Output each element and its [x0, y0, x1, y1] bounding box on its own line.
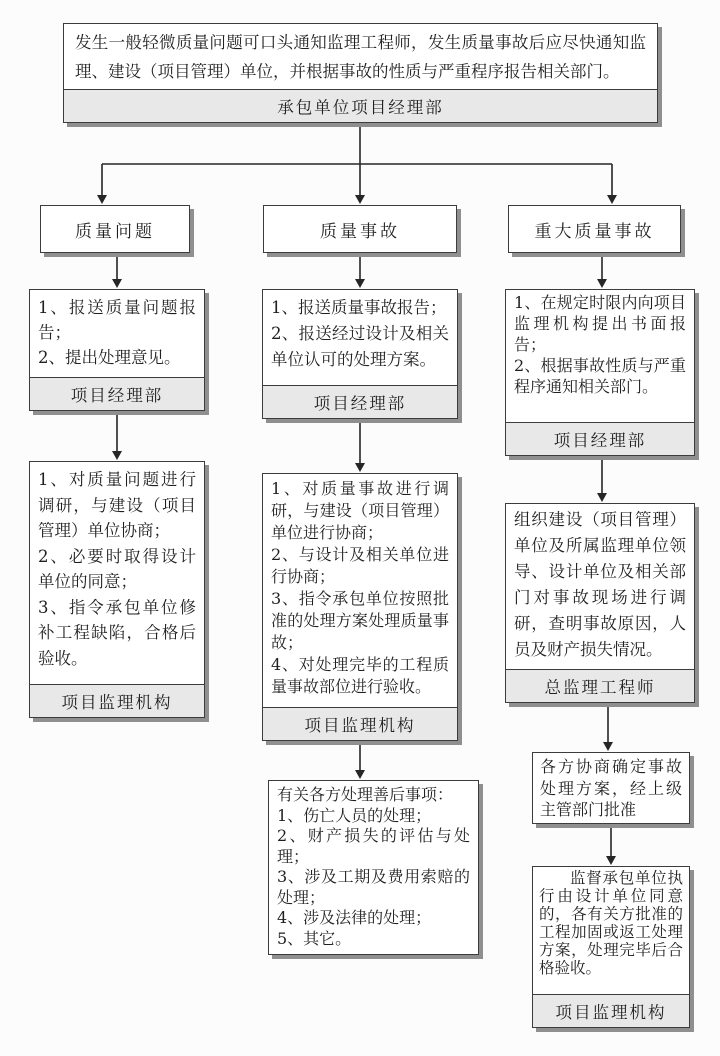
step-text-line: 3、指令承包单位修补工程缺陷，合格后验收。: [38, 597, 196, 668]
arrow-down-icon: [607, 195, 617, 204]
qa-step2-box: [262, 473, 458, 741]
step-text: 各方协商确定事故处理方案，经上级主管部门批准: [540, 757, 682, 819]
source-event-box: [63, 23, 658, 123]
qp-step1-box: [29, 289, 205, 411]
step-owner-footer: 项目监理机构: [30, 684, 204, 717]
branch-header-major-quality-accident: [508, 205, 681, 253]
step-text-line: 1、报送质量事故报告；: [271, 298, 447, 317]
step-text: [263, 290, 457, 385]
mqa-step3-box: [532, 752, 690, 824]
mqa-step4-box: [532, 866, 690, 1028]
mqa-step1-box: [505, 289, 695, 456]
step-text-line: 4、涉及法律的处理；: [277, 908, 432, 927]
branch-header-label: 质量事故: [320, 221, 400, 242]
step-text-line: 3、涉及工期及费用索赔的处理；: [277, 867, 470, 907]
arrow-down-icon: [355, 195, 365, 204]
arrow-down-icon: [606, 856, 616, 865]
step-text-line: 5、其它。: [277, 928, 352, 948]
step-text-line: 4、对处理完毕的工程质量事故部位进行验收。: [271, 655, 449, 696]
arrow-down-icon: [597, 493, 607, 502]
step-text-line: 3、指令承包单位按照批准的处理方案处理质量事故；: [271, 589, 449, 652]
step-text-line: 2、提出处理意见。: [38, 348, 181, 367]
step-text: [30, 290, 204, 377]
step-text-line: 1、对质量问题进行调研，与建设（项目管理）单位协商；: [38, 470, 196, 540]
step-owner-footer: 项目监理机构: [263, 707, 457, 740]
contractor-pm-dept-label: 承包单位项目经理部: [64, 89, 657, 122]
step-owner-footer: 项目经理部: [263, 385, 457, 418]
step-text: [263, 474, 457, 707]
branch-header-quality-problem: [40, 205, 190, 253]
step-text-line: 2、必要时取得设计单位的同意；: [38, 546, 196, 591]
source-event-text: 发生一般轻微质量问题可口头通知监理工程师，发生质量事故后应尽快通知监理、建设（项目管理）单位，并根据事故的性质与严重程序报告相关部门。: [75, 33, 646, 81]
step-text-line: 有关各方处理善后事项：: [277, 785, 454, 804]
step-text-line: 2、与设计及相关单位进行协商；: [271, 545, 449, 586]
step-text-line: 1、报送质量问题报告；: [38, 298, 196, 342]
step-owner-footer: 总监理工程师: [506, 669, 694, 702]
qa-step3-box: [268, 780, 479, 955]
branch-header-label: 重大质量事故: [534, 221, 655, 242]
arrow-down-icon: [355, 463, 365, 472]
step-owner-footer: 项目经理部: [506, 422, 694, 455]
step-text: [269, 781, 478, 954]
arrow-down-icon: [603, 742, 613, 751]
arrow-down-icon: [597, 279, 607, 288]
step-owner-footer: 项目经理部: [30, 377, 204, 410]
step-text-line: 1、对质量事故进行调研，与建设（项目管理）单位进行协商；: [271, 479, 449, 542]
qa-step1-box: [262, 289, 458, 419]
mqa-step2-box: [505, 503, 695, 703]
branch-header-quality-accident: [263, 205, 457, 253]
arrow-down-icon: [112, 451, 122, 460]
step-text: [506, 290, 694, 422]
step-text: [30, 462, 204, 684]
qp-step2-box: [29, 461, 205, 718]
step-text-line: 1、在规定时限内向项目监理机构提出书面报告；: [514, 293, 686, 354]
branch-header-label: 质量问题: [75, 221, 155, 242]
step-text: 监督承包单位执行由设计单位同意的，各有关方批准的工程加固或返工处理方案，处理完毕后合格验收。: [539, 869, 683, 977]
arrow-down-icon: [355, 770, 365, 779]
arrow-down-icon: [355, 279, 365, 288]
step-text-line: 2、财产损失的评估与处理；: [277, 826, 470, 866]
arrow-down-icon: [112, 279, 122, 288]
step-text-line: 1、伤亡人员的处理；: [277, 805, 432, 825]
arrow-down-icon: [97, 195, 107, 204]
step-text-line: 2、报送经过设计及相关单位认可的处理方案。: [271, 324, 449, 369]
step-owner-footer: 项目监理机构: [533, 994, 689, 1027]
step-text-line: 2、根据事故性质与严重程序通知相关部门。: [514, 356, 686, 396]
step-text: 组织建设（项目管理）单位及所属监理单位领导、设计单位及相关部门对事故现场进行调研，查明事故原因，人员及财产损失情况。: [514, 510, 686, 659]
